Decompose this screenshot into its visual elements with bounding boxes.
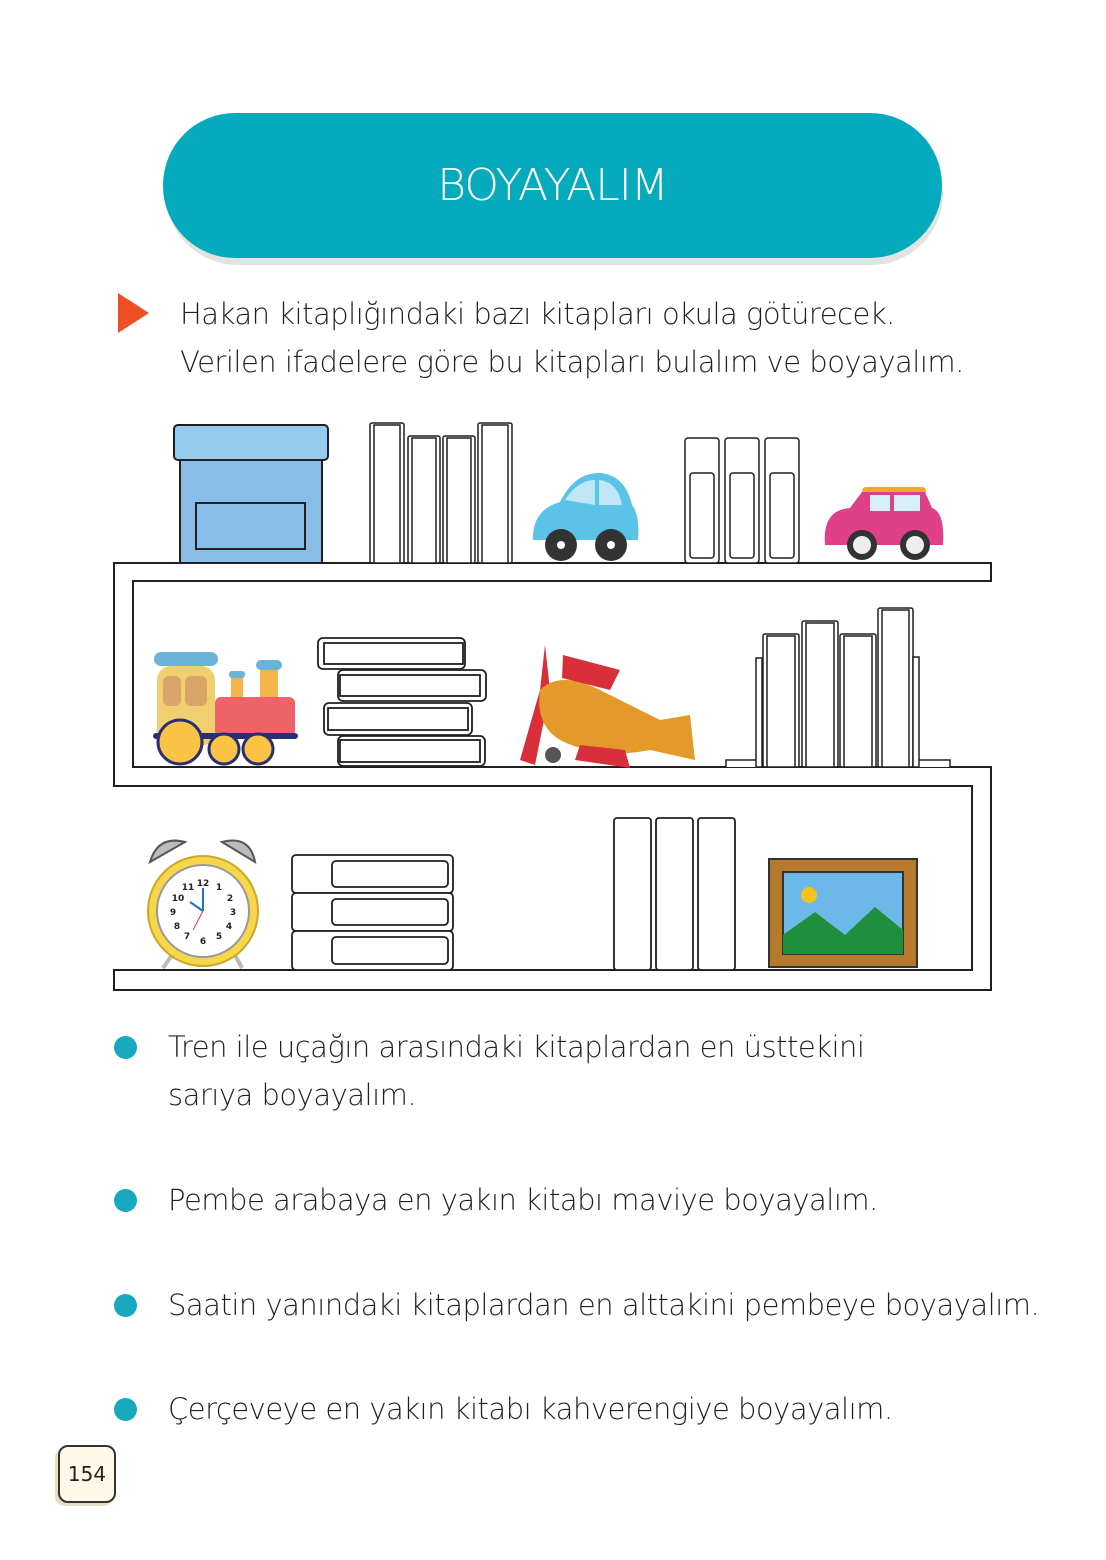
task-item-1: Tren ile uçağın arasındaki kitaplardan en üsttekini sarıya boyayalım.	[168, 1030, 865, 1112]
task-item-4: Çerçeveye en yakın kitabı kahverengiye boyayalım.	[168, 1392, 893, 1426]
bullet-icon	[114, 1294, 137, 1317]
toy-train	[153, 652, 298, 764]
book-group-top-1	[370, 423, 512, 563]
svg-text:3: 3	[229, 908, 237, 918]
svg-text:9: 9	[169, 908, 177, 918]
bullet-icon	[114, 1189, 137, 1212]
task-item-2: Pembe arabaya en yakın kitabı maviye boyayalım.	[168, 1183, 878, 1217]
bullet-icon	[114, 1398, 137, 1421]
svg-text:2: 2	[226, 894, 234, 904]
svg-text:11: 11	[181, 883, 195, 893]
svg-text:10: 10	[171, 894, 185, 904]
page-title: BOYAYALIM	[437, 160, 668, 211]
picture-frame	[769, 859, 917, 967]
svg-text:5: 5	[215, 932, 223, 942]
pink-toy-car	[825, 487, 944, 560]
instruction-text: Hakan kitaplığındaki bazı kitapları okula götürecek. Verilen ifadelere göre bu kitapları bulalım ve boyayalım.	[180, 297, 964, 379]
alarm-clock	[148, 841, 258, 968]
storage-box	[174, 425, 328, 563]
svg-text:4: 4	[225, 922, 233, 932]
book-group-middle	[726, 608, 950, 767]
task-item-3: Saatin yanındaki kitaplardan en alttakini pembeye boyayalım.	[168, 1288, 1040, 1322]
blue-toy-car	[533, 473, 638, 561]
svg-text:12: 12	[196, 879, 210, 889]
bullet-icon	[114, 1036, 137, 1059]
svg-text:8: 8	[173, 922, 181, 932]
book-stack-bottom	[292, 855, 453, 970]
svg-text:1: 1	[215, 883, 223, 893]
book-stack-middle	[318, 638, 486, 766]
book-group-top-2	[685, 438, 799, 563]
svg-text:7: 7	[183, 932, 191, 942]
book-group-bottom	[614, 818, 735, 970]
page-number: 154	[58, 1445, 116, 1503]
svg-text:6: 6	[199, 937, 207, 947]
toy-airplane	[520, 645, 695, 768]
